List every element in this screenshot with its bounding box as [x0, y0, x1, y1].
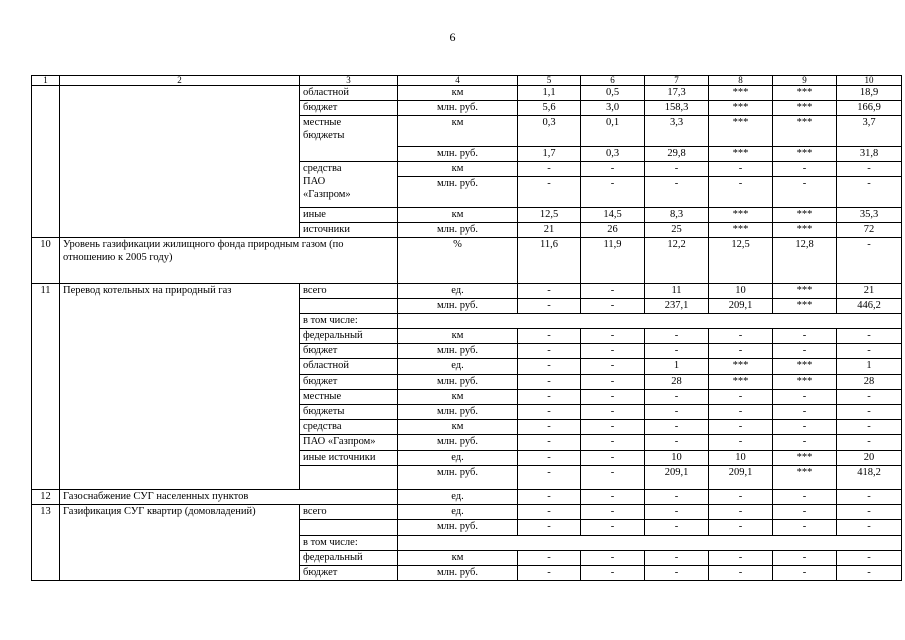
funding-source-label: ПАО — [303, 175, 326, 187]
value-cell: 166,9 — [837, 101, 902, 116]
value-cell: 21 — [518, 222, 581, 237]
unit-cell: млн. руб. — [398, 435, 518, 450]
value-cell: 35,3 — [837, 207, 902, 222]
value-cell: - — [645, 405, 709, 420]
value-cell: - — [709, 177, 773, 207]
value-cell: - — [518, 450, 581, 465]
unit-cell: км — [398, 329, 518, 344]
value-cell: - — [773, 420, 837, 435]
item-name-cell — [60, 86, 300, 238]
value-cell: - — [645, 566, 709, 581]
value-cell: *** — [709, 222, 773, 237]
unit-cell: км — [398, 116, 518, 146]
value-cell: *** — [773, 222, 837, 237]
value-cell: - — [645, 344, 709, 359]
unit-cell: ед. — [398, 283, 518, 298]
item-name-cell: Газоснабжение СУГ населенных пунктов — [60, 490, 398, 505]
item-number-cell: 10 — [32, 237, 60, 283]
funding-source-cell — [300, 207, 398, 222]
value-cell: - — [773, 344, 837, 359]
unit-cell: ед. — [398, 359, 518, 374]
value-cell: - — [518, 420, 581, 435]
header-cell: 7 — [645, 76, 709, 86]
value-cell: - — [581, 420, 645, 435]
value-cell: 0,1 — [581, 116, 645, 146]
item-name-cell: Перевод котельных на природный газ — [60, 283, 300, 490]
value-cell: - — [837, 389, 902, 404]
funding-source-cell — [300, 550, 398, 565]
value-cell: 25 — [645, 222, 709, 237]
value-cell: - — [837, 520, 902, 535]
funding-source-label: всего — [303, 284, 327, 296]
value-cell: *** — [773, 146, 837, 161]
value-cell: - — [773, 161, 837, 176]
value-cell: - — [518, 389, 581, 404]
value-cell: *** — [709, 207, 773, 222]
funding-source-cell — [300, 374, 398, 389]
table-row — [32, 237, 902, 283]
value-cell: *** — [709, 146, 773, 161]
value-cell: *** — [773, 207, 837, 222]
funding-source-label: федеральный — [303, 551, 363, 563]
value-cell: - — [581, 450, 645, 465]
value-cell: - — [709, 550, 773, 565]
value-cell: 72 — [837, 222, 902, 237]
empty-cell — [398, 313, 902, 328]
value-cell: - — [709, 329, 773, 344]
unit-cell: км — [398, 207, 518, 222]
value-cell: 12,8 — [773, 237, 837, 283]
value-cell: *** — [709, 359, 773, 374]
value-cell: - — [581, 389, 645, 404]
value-cell: - — [773, 177, 837, 207]
value-cell: - — [709, 161, 773, 176]
header-cell: 8 — [709, 76, 773, 86]
value-cell: - — [518, 405, 581, 420]
value-cell: *** — [709, 116, 773, 146]
funding-source-cell — [300, 566, 398, 581]
value-cell: - — [837, 420, 902, 435]
unit-cell: млн. руб. — [398, 520, 518, 535]
value-cell: - — [518, 520, 581, 535]
item-name-cell: Уровень газификации жилищного фонда природным газом (по отношению к 2005 году) — [60, 237, 398, 283]
value-cell: - — [581, 405, 645, 420]
funding-source-label: ПАО «Газпром» — [303, 436, 376, 448]
value-cell: *** — [773, 101, 837, 116]
funding-source-cell — [300, 435, 398, 450]
table-row — [32, 505, 902, 520]
value-cell: 10 — [645, 450, 709, 465]
funding-source-label: местные — [303, 117, 342, 129]
value-cell: - — [581, 374, 645, 389]
value-cell: - — [581, 566, 645, 581]
funding-source-cell — [300, 420, 398, 435]
value-cell: - — [581, 505, 645, 520]
item-number-cell: 13 — [32, 505, 60, 581]
value-cell: 0,3 — [581, 146, 645, 161]
value-cell: 1,7 — [518, 146, 581, 161]
value-cell: - — [518, 283, 581, 298]
funding-source-label: областной — [303, 87, 349, 98]
value-cell: - — [837, 566, 902, 581]
value-cell: *** — [773, 86, 837, 101]
value-cell: - — [773, 329, 837, 344]
value-cell: 28 — [837, 374, 902, 389]
value-cell: - — [518, 374, 581, 389]
value-cell: - — [518, 177, 581, 207]
value-cell: - — [837, 161, 902, 176]
funding-source-cell — [300, 359, 398, 374]
value-cell: - — [645, 389, 709, 404]
unit-cell: млн. руб. — [398, 374, 518, 389]
value-cell: - — [581, 435, 645, 450]
value-cell: - — [709, 505, 773, 520]
funding-source-label: бюджет — [303, 375, 338, 387]
funding-source-label: всего — [303, 506, 327, 518]
value-cell: - — [709, 435, 773, 450]
value-cell: *** — [709, 101, 773, 116]
value-cell: - — [837, 550, 902, 565]
item-number-cell: 11 — [32, 283, 60, 490]
value-cell: - — [837, 490, 902, 505]
unit-cell: км — [398, 389, 518, 404]
value-cell: - — [518, 298, 581, 313]
header-row — [32, 76, 902, 86]
unit-cell: ед. — [398, 505, 518, 520]
unit-cell: млн. руб. — [398, 566, 518, 581]
value-cell: 446,2 — [837, 298, 902, 313]
value-cell: 209,1 — [709, 298, 773, 313]
value-cell: 209,1 — [645, 465, 709, 489]
value-cell: - — [709, 405, 773, 420]
value-cell: - — [837, 344, 902, 359]
value-cell: - — [773, 505, 837, 520]
item-number-cell: 12 — [32, 490, 60, 505]
value-cell: 0,5 — [581, 86, 645, 101]
value-cell: - — [581, 283, 645, 298]
unit-cell: км — [398, 86, 518, 101]
funding-source-label: в том числе: — [303, 536, 358, 548]
page-number: 6 — [449, 30, 456, 44]
funding-source-cell — [300, 389, 398, 404]
header-cell: 2 — [60, 76, 300, 86]
value-cell: - — [645, 490, 709, 505]
value-cell: - — [518, 490, 581, 505]
value-cell: - — [518, 359, 581, 374]
value-cell: 14,5 — [581, 207, 645, 222]
value-cell: - — [773, 490, 837, 505]
funding-source-label: бюджет — [303, 102, 338, 114]
value-cell: - — [645, 177, 709, 207]
funding-source-cell — [300, 298, 398, 313]
value-cell: - — [518, 435, 581, 450]
header-cell: 4 — [398, 76, 518, 86]
value-cell: - — [709, 344, 773, 359]
value-cell: 237,1 — [645, 298, 709, 313]
value-cell: - — [709, 389, 773, 404]
value-cell: - — [581, 161, 645, 176]
value-cell: 3,7 — [837, 116, 902, 146]
value-cell: 20 — [837, 450, 902, 465]
item-name-cell: Газификация СУГ квартир (домовладений) — [60, 505, 300, 581]
value-cell: - — [773, 566, 837, 581]
value-cell: - — [709, 566, 773, 581]
header-cell: 1 — [32, 76, 60, 86]
value-cell: 11,9 — [581, 237, 645, 283]
value-cell: 8,3 — [645, 207, 709, 222]
value-cell: - — [645, 161, 709, 176]
value-cell: - — [581, 359, 645, 374]
value-cell: 1,1 — [518, 86, 581, 101]
value-cell: 209,1 — [709, 465, 773, 489]
value-cell: 418,2 — [837, 465, 902, 489]
unit-cell: % — [398, 237, 518, 283]
value-cell: - — [518, 344, 581, 359]
funding-source-cell — [300, 222, 398, 237]
value-cell: *** — [773, 298, 837, 313]
table-row — [32, 283, 902, 298]
unit-cell: км — [398, 550, 518, 565]
funding-source-cell — [300, 116, 398, 162]
value-cell: - — [709, 490, 773, 505]
value-cell: 158,3 — [645, 101, 709, 116]
funding-source-cell — [300, 344, 398, 359]
value-cell: - — [837, 505, 902, 520]
value-cell: *** — [773, 283, 837, 298]
funding-source-cell — [300, 520, 398, 535]
value-cell: 11,6 — [518, 237, 581, 283]
value-cell: - — [581, 520, 645, 535]
header-cell: 6 — [581, 76, 645, 86]
funding-source-cell — [300, 101, 398, 116]
value-cell: 12,5 — [709, 237, 773, 283]
value-cell: - — [581, 465, 645, 489]
unit-cell: млн. руб. — [398, 465, 518, 489]
value-cell: - — [581, 490, 645, 505]
value-cell: - — [581, 550, 645, 565]
value-cell: - — [773, 389, 837, 404]
value-cell: - — [773, 520, 837, 535]
funding-source-cell — [300, 505, 398, 520]
value-cell: 12,5 — [518, 207, 581, 222]
value-cell: - — [645, 520, 709, 535]
funding-source-cell — [300, 450, 398, 465]
unit-cell: млн. руб. — [398, 146, 518, 161]
funding-source-label: областной — [303, 360, 349, 372]
value-cell: - — [518, 566, 581, 581]
value-cell: - — [837, 237, 902, 283]
funding-source-label: «Газпром» — [303, 188, 351, 200]
value-cell: 5,6 — [518, 101, 581, 116]
unit-cell: ед. — [398, 490, 518, 505]
unit-cell: млн. руб. — [398, 101, 518, 116]
unit-cell: млн. руб. — [398, 405, 518, 420]
funding-source-label: иные — [303, 208, 326, 220]
unit-cell: км — [398, 420, 518, 435]
table-row — [32, 86, 902, 101]
value-cell: 1 — [645, 359, 709, 374]
value-cell: *** — [773, 465, 837, 489]
header-cell: 3 — [300, 76, 398, 86]
value-cell: - — [709, 420, 773, 435]
value-cell: - — [518, 465, 581, 489]
unit-cell: млн. руб. — [398, 177, 518, 207]
value-cell: 10 — [709, 283, 773, 298]
funding-source-label: в том числе: — [303, 314, 358, 326]
value-cell: *** — [773, 359, 837, 374]
value-cell: - — [645, 550, 709, 565]
unit-cell: ед. — [398, 450, 518, 465]
value-cell: *** — [773, 116, 837, 146]
value-cell: 18,9 — [837, 86, 902, 101]
value-cell: - — [773, 550, 837, 565]
header-cell: 9 — [773, 76, 837, 86]
value-cell: 12,2 — [645, 237, 709, 283]
funding-source-cell — [300, 329, 398, 344]
funding-source-label: местные — [303, 390, 342, 402]
value-cell: - — [518, 329, 581, 344]
value-cell: - — [837, 435, 902, 450]
value-cell: 3,3 — [645, 116, 709, 146]
value-cell: 21 — [837, 283, 902, 298]
funding-source-label: бюджеты — [303, 406, 345, 417]
funding-source-label: бюджеты — [303, 130, 345, 142]
funding-source-label: источники — [303, 223, 350, 235]
value-cell: - — [518, 550, 581, 565]
value-cell: 26 — [581, 222, 645, 237]
funding-source-cell — [300, 86, 398, 101]
funding-source-label: средства — [303, 162, 342, 174]
value-cell: 29,8 — [645, 146, 709, 161]
value-cell: 1 — [837, 359, 902, 374]
funding-source-label: федеральный — [303, 330, 363, 342]
funding-source-label: бюджет — [303, 345, 338, 357]
empty-cell — [398, 535, 902, 550]
funding-source-cell — [300, 283, 398, 298]
value-cell: 3,0 — [581, 101, 645, 116]
value-cell: - — [645, 420, 709, 435]
value-cell: 17,3 — [645, 86, 709, 101]
data-table — [31, 75, 902, 581]
table-row — [32, 490, 902, 505]
value-cell: - — [773, 435, 837, 450]
value-cell: - — [581, 177, 645, 207]
funding-source-label: иные источники — [303, 451, 376, 463]
funding-source-label: бюджет — [303, 567, 338, 578]
item-number-cell — [32, 86, 60, 238]
funding-source-cell — [300, 313, 398, 328]
value-cell: 10 — [709, 450, 773, 465]
funding-source-cell — [300, 465, 398, 489]
value-cell: - — [773, 405, 837, 420]
value-cell: - — [709, 520, 773, 535]
value-cell: - — [837, 329, 902, 344]
value-cell: - — [645, 505, 709, 520]
unit-cell: млн. руб. — [398, 344, 518, 359]
unit-cell: млн. руб. — [398, 298, 518, 313]
unit-cell: млн. руб. — [398, 222, 518, 237]
value-cell: - — [581, 329, 645, 344]
value-cell: 11 — [645, 283, 709, 298]
value-cell: - — [837, 177, 902, 207]
funding-source-cell — [300, 535, 398, 550]
header-cell: 10 — [837, 76, 902, 86]
value-cell: - — [837, 405, 902, 420]
unit-cell: км — [398, 161, 518, 176]
value-cell: *** — [709, 86, 773, 101]
value-cell: *** — [773, 450, 837, 465]
value-cell: 28 — [645, 374, 709, 389]
value-cell: - — [581, 298, 645, 313]
value-cell: 0,3 — [518, 116, 581, 146]
value-cell: - — [518, 161, 581, 176]
value-cell: 31,8 — [837, 146, 902, 161]
funding-source-label: средства — [303, 421, 342, 433]
value-cell: - — [645, 329, 709, 344]
funding-source-cell — [300, 405, 398, 420]
header-cell: 5 — [518, 76, 581, 86]
value-cell: - — [645, 435, 709, 450]
value-cell: *** — [773, 374, 837, 389]
funding-source-cell — [300, 161, 398, 207]
value-cell: *** — [709, 374, 773, 389]
value-cell: - — [518, 505, 581, 520]
value-cell: - — [581, 344, 645, 359]
